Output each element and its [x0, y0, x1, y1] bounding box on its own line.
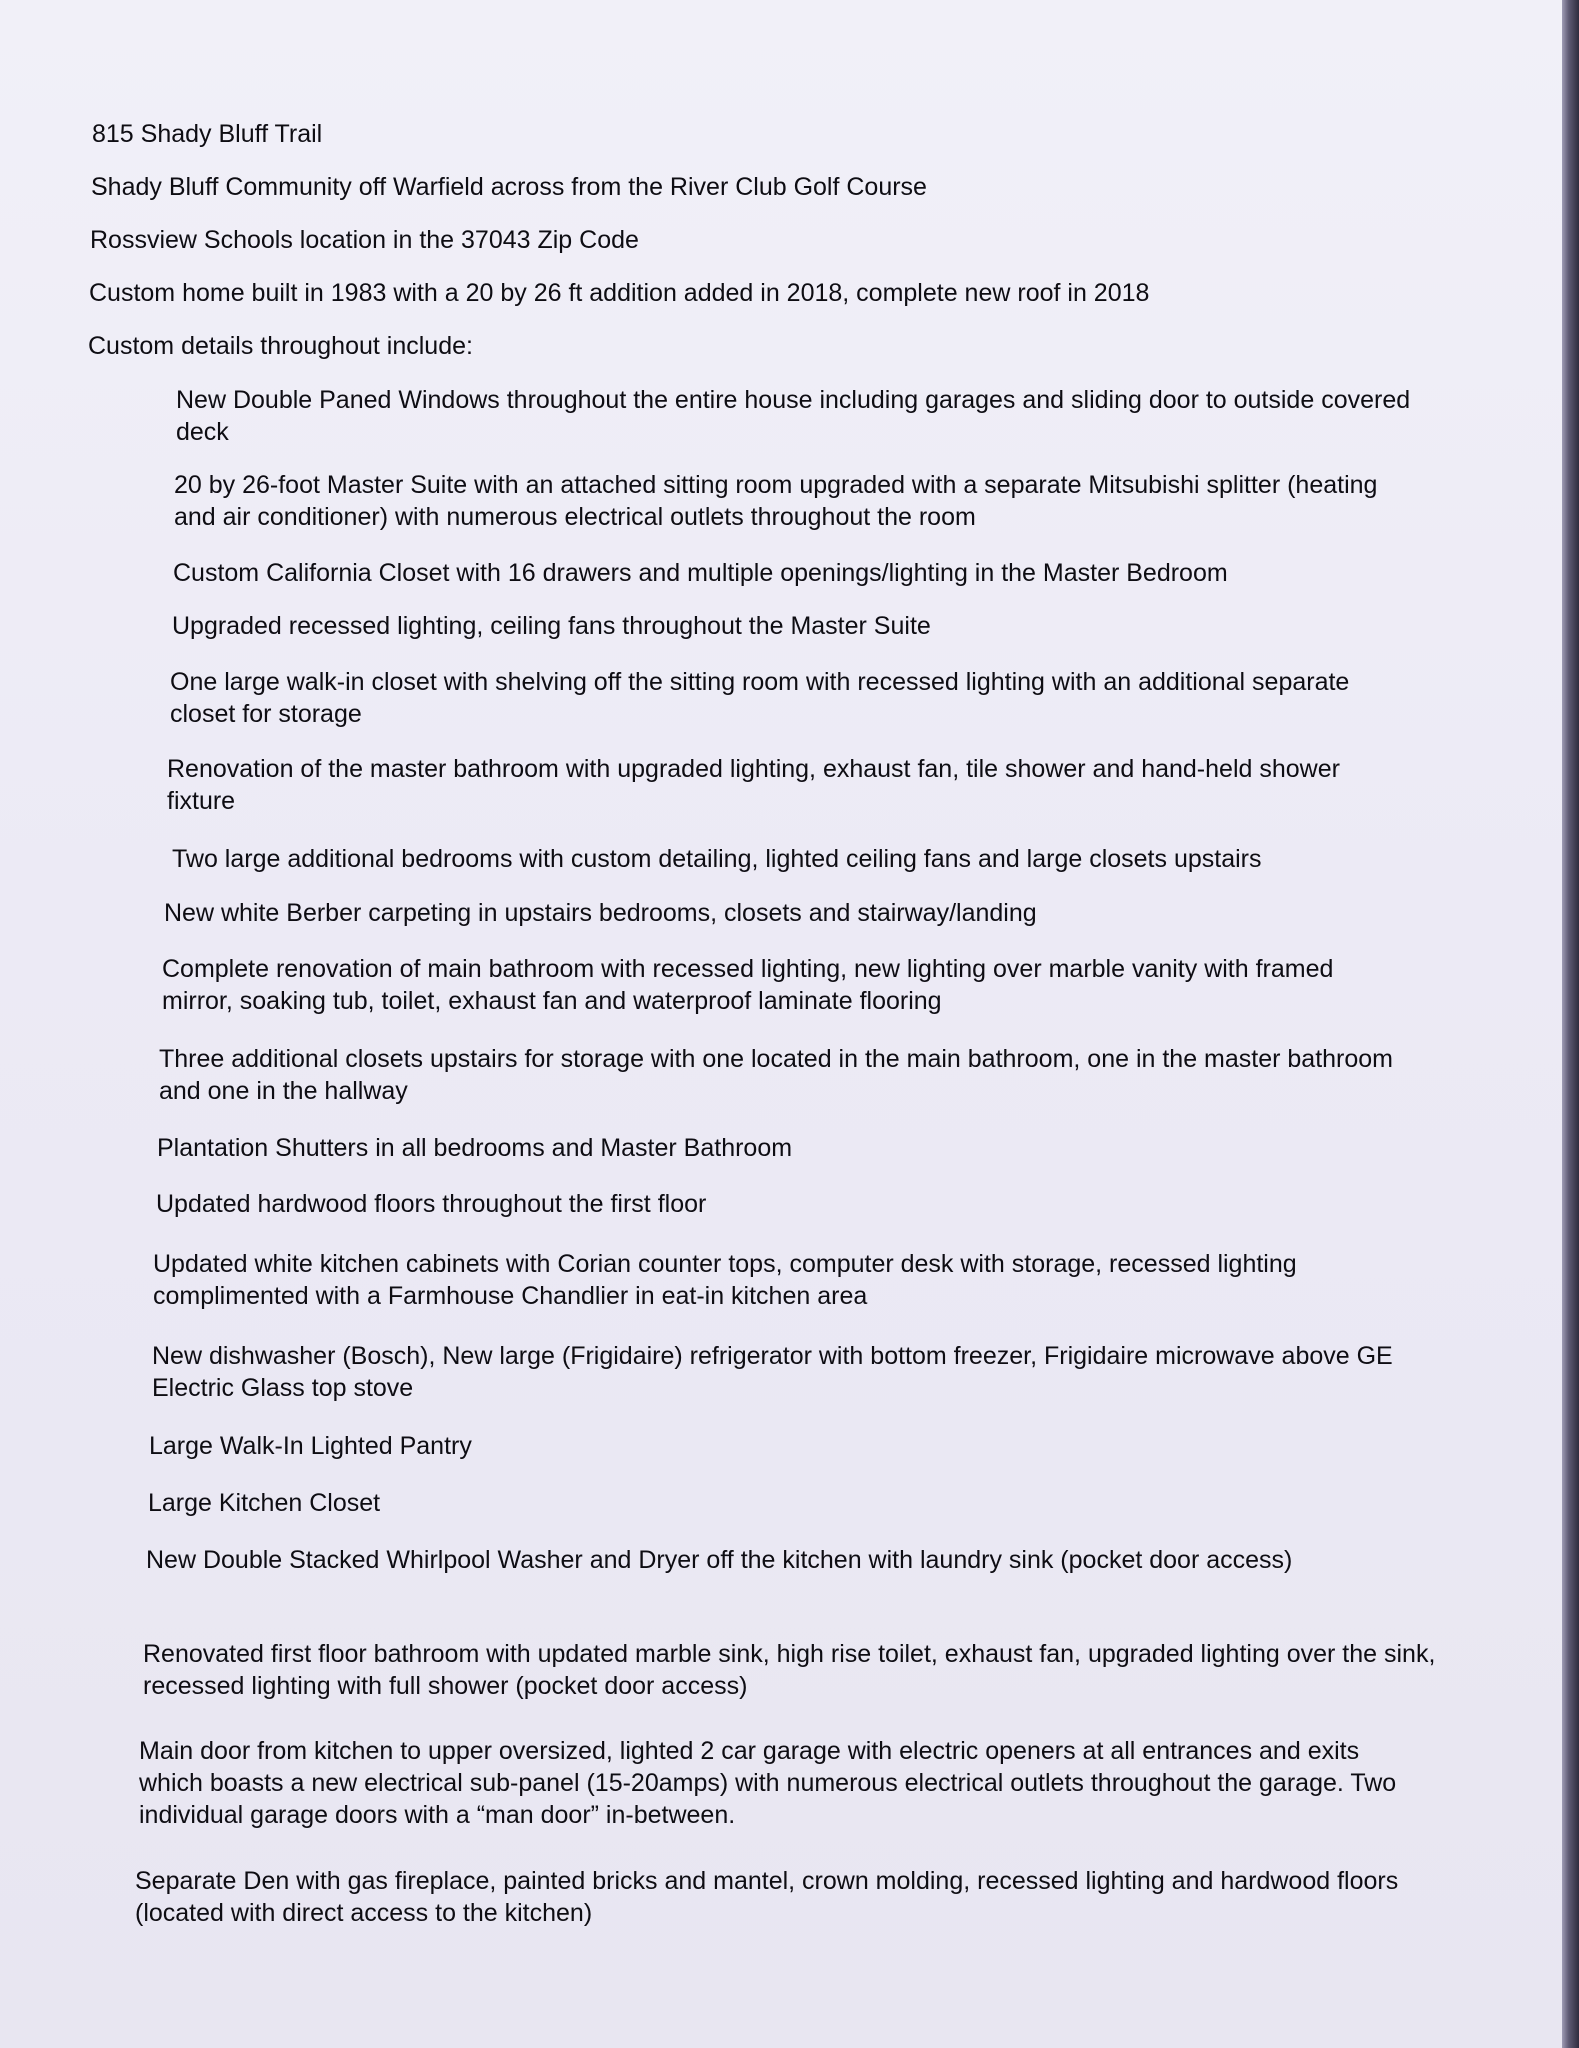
built-line: Custom home built in 1983 with a 20 by 26 ft addition added in 2018, complete new roof in 2018	[89, 279, 1150, 307]
feature-item-california-closet: Custom California Closet with 16 drawers and multiple openings/lighting in the Master Bedroom	[173, 559, 1228, 587]
feature-item-garage: Main door from kitchen to upper oversized, lighted 2 car garage with electric openers at all entrances and exits which boasts a new electrical sub-panel (15-20amps) with numerous electrical outlets throughout the garage. Two individual garage doors with a “man door” in-between.	[139, 1737, 1397, 1829]
feature-item-recessed-lighting: Upgraded recessed lighting, ceiling fans throughout the Master Suite	[172, 612, 931, 640]
feature-item-carpeting: New white Berber carpeting in upstairs bedrooms, closets and stairway/landing	[164, 899, 1037, 927]
feature-item-den: Separate Den with gas fireplace, painted bricks and mantel, crown molding, recessed lighting and hardwood floors (located with direct access to the kitchen)	[135, 1867, 1399, 1927]
feature-item-master-suite: 20 by 26-foot Master Suite with an attached sitting room upgraded with a separate Mitsubishi splitter (heating and air conditioner) with numerous electrical outlets throughout the room	[174, 471, 1378, 531]
feature-item-washer-dryer: New Double Stacked Whirlpool Washer and Dryer off the kitchen with laundry sink (pocket door access)	[146, 1546, 1293, 1574]
feature-item-main-bathroom: Complete renovation of main bathroom with recessed lighting, new lighting over marble vanity with framed mirror, soaking tub, toilet, exhaust fan and waterproof laminate flooring	[162, 955, 1334, 1015]
community-line: Shady Bluff Community off Warfield across from the River Club Golf Course	[91, 173, 927, 201]
schools-line: Rossview Schools location in the 37043 Zip Code	[90, 226, 639, 254]
address-line: 815 Shady Bluff Trail	[92, 120, 323, 148]
feature-item-hardwood-floors: Updated hardwood floors throughout the first floor	[156, 1190, 707, 1218]
feature-item-appliances: New dishwasher (Bosch), New large (Frigidaire) refrigerator with bottom freezer, Frigidaire microwave above GE Electric Glass top stove	[152, 1342, 1393, 1402]
feature-item-closets-upstairs: Three additional closets upstairs for storage with one located in the main bathroom, one in the master bathroom and one in the hallway	[159, 1045, 1394, 1105]
feature-item-first-floor-bathroom: Renovated first floor bathroom with updated marble sink, high rise toilet, exhaust fan, upgraded lighting over the sink, recessed lighting with full shower (pocket door access)	[143, 1640, 1436, 1700]
feature-item-windows: New Double Paned Windows throughout the entire house including garages and sliding door to outside covered deck	[176, 386, 1411, 446]
feature-item-walk-in-closet: One large walk-in closet with shelving off the sitting room with recessed lighting with an additional separate closet for storage	[170, 668, 1350, 728]
details-intro-line: Custom details throughout include:	[88, 332, 473, 360]
paper-edge-shadow	[1562, 0, 1579, 2048]
feature-item-pantry: Large Walk-In Lighted Pantry	[149, 1432, 472, 1460]
feature-item-kitchen-cabinets: Updated white kitchen cabinets with Corian counter tops, computer desk with storage, recessed lighting complimented with a Farmhouse Chandlier in eat-in kitchen area	[153, 1250, 1297, 1310]
feature-item-master-bathroom: Renovation of the master bathroom with upgraded lighting, exhaust fan, tile shower and hand-held shower fixture	[167, 755, 1340, 815]
feature-item-bedrooms: Two large additional bedrooms with custom detailing, lighted ceiling fans and large closets upstairs	[172, 845, 1262, 873]
feature-item-kitchen-closet: Large Kitchen Closet	[148, 1489, 381, 1517]
feature-item-plantation-shutters: Plantation Shutters in all bedrooms and Master Bathroom	[157, 1134, 793, 1162]
